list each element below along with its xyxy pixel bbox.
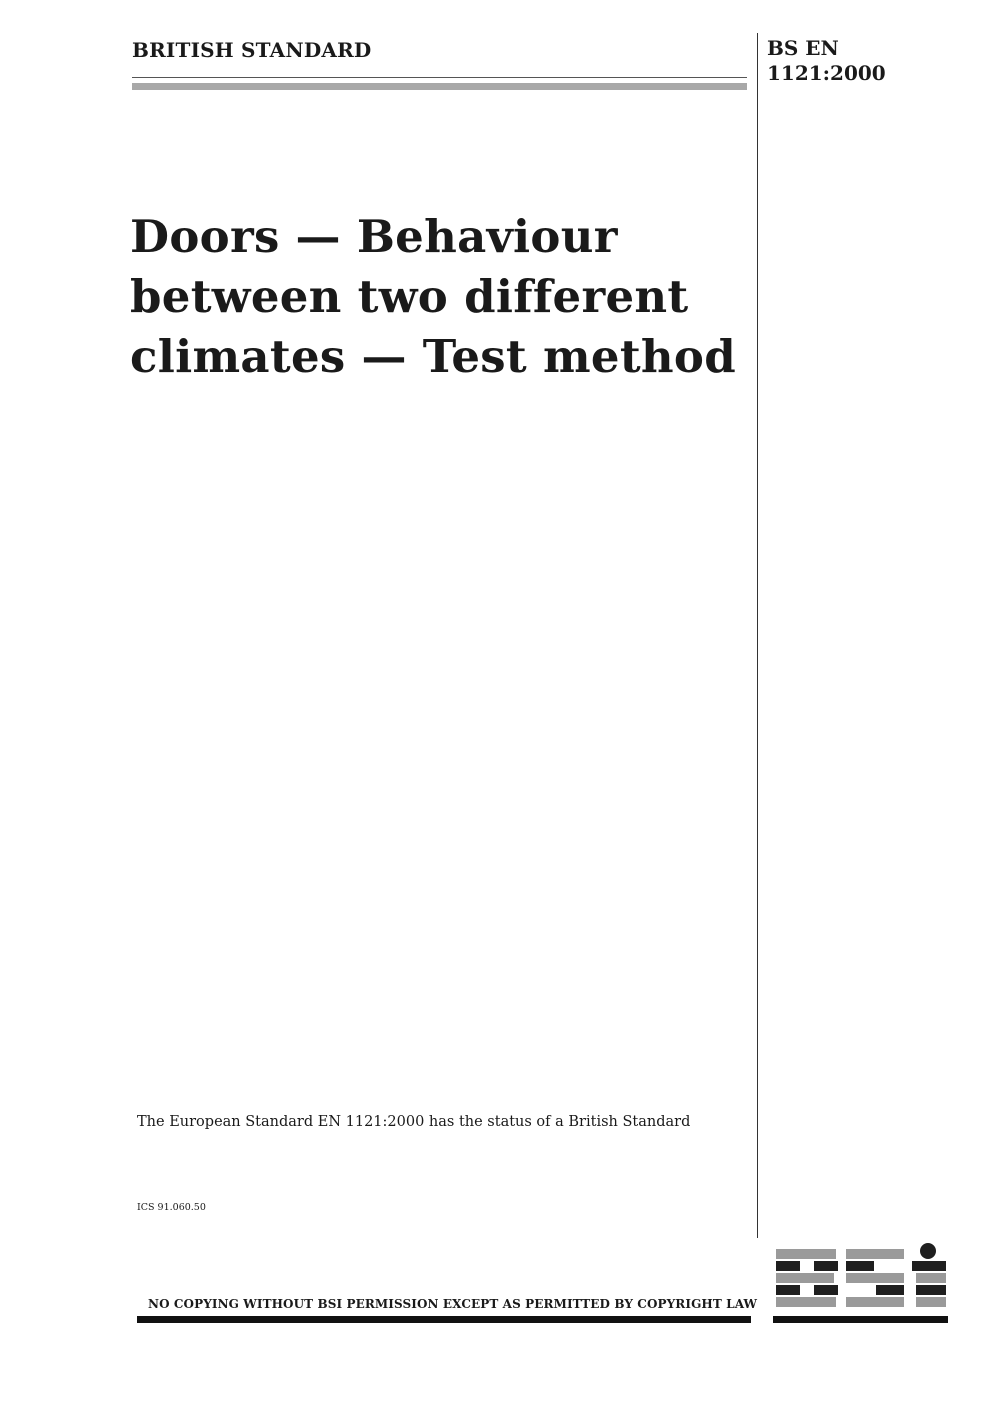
vertical-divider [757, 33, 758, 1238]
header-grey-band [132, 83, 747, 90]
document-number [767, 36, 886, 86]
document-title [130, 207, 750, 387]
document-number-line2: 1121:2000 [767, 61, 886, 85]
copyright-notice: NO COPYING WITHOUT BSI PERMISSION EXCEPT AS PERMITTED BY COPYRIGHT LAW [148, 1297, 758, 1311]
status-note: The European Standard EN 1121:2000 has the status of a British Standard [137, 1114, 691, 1130]
title-line-2: between two different [130, 270, 689, 323]
ics-code: ICS 91.060.50 [137, 1202, 206, 1213]
footer-rule-right [773, 1316, 948, 1323]
header-thin-rule [132, 77, 747, 78]
document-number-line1: BS EN [767, 36, 839, 60]
title-line-1: Doors — Behaviour [130, 210, 618, 263]
footer-rule-left [137, 1316, 751, 1323]
bsi-logo-icon [776, 1243, 948, 1311]
title-line-3: climates — Test method [130, 330, 737, 383]
series-label: BRITISH STANDARD [132, 38, 372, 62]
